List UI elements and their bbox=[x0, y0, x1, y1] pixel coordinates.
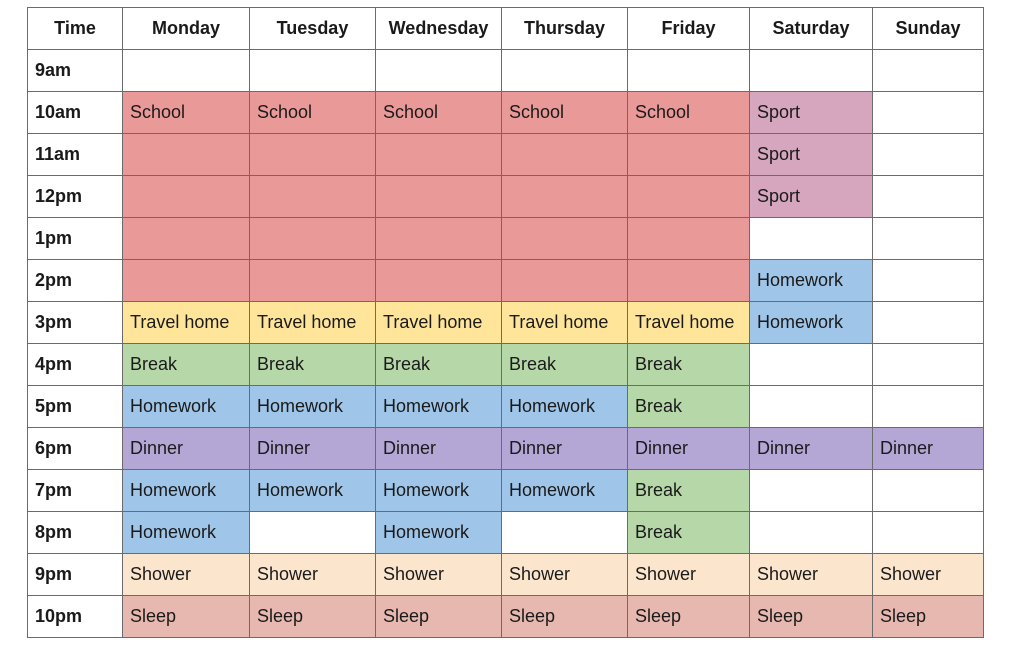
schedule-cell-saturday bbox=[750, 218, 873, 260]
header-saturday: Saturday bbox=[750, 8, 873, 50]
schedule-cell-wednesday: Shower bbox=[376, 554, 502, 596]
schedule-cell-thursday: Break bbox=[502, 344, 628, 386]
table-row bbox=[28, 92, 984, 134]
schedule-cell-saturday bbox=[750, 50, 873, 92]
schedule-cell-friday: Break bbox=[628, 470, 750, 512]
schedule-cell-monday: Dinner bbox=[123, 428, 250, 470]
schedule-cell-tuesday bbox=[250, 134, 376, 176]
schedule-cell-sunday bbox=[873, 50, 984, 92]
time-cell: 2pm bbox=[28, 260, 123, 302]
table-row bbox=[28, 50, 984, 92]
schedule-cell-sunday bbox=[873, 344, 984, 386]
table-body bbox=[28, 50, 984, 638]
schedule-cell-saturday: Shower bbox=[750, 554, 873, 596]
time-cell: 3pm bbox=[28, 302, 123, 344]
schedule-cell-sunday: Dinner bbox=[873, 428, 984, 470]
table-row bbox=[28, 512, 984, 554]
schedule-cell-saturday: Sport bbox=[750, 176, 873, 218]
schedule-cell-wednesday: Homework bbox=[376, 512, 502, 554]
schedule-cell-friday: School bbox=[628, 92, 750, 134]
schedule-cell-thursday: Homework bbox=[502, 470, 628, 512]
header-tuesday: Tuesday bbox=[250, 8, 376, 50]
schedule-cell-friday bbox=[628, 260, 750, 302]
table-row bbox=[28, 428, 984, 470]
header-time: Time bbox=[28, 8, 123, 50]
schedule-cell-saturday bbox=[750, 512, 873, 554]
schedule-cell-sunday bbox=[873, 92, 984, 134]
time-cell: 9pm bbox=[28, 554, 123, 596]
weekly-schedule-table bbox=[27, 7, 984, 638]
table-row bbox=[28, 176, 984, 218]
header-friday: Friday bbox=[628, 8, 750, 50]
schedule-cell-sunday bbox=[873, 470, 984, 512]
header-thursday: Thursday bbox=[502, 8, 628, 50]
time-cell: 5pm bbox=[28, 386, 123, 428]
table-row bbox=[28, 554, 984, 596]
table-row bbox=[28, 134, 984, 176]
schedule-cell-saturday bbox=[750, 344, 873, 386]
schedule-cell-monday: Homework bbox=[123, 512, 250, 554]
schedule-cell-saturday bbox=[750, 386, 873, 428]
schedule-cell-monday bbox=[123, 134, 250, 176]
schedule-cell-monday: Sleep bbox=[123, 596, 250, 638]
schedule-cell-wednesday: Dinner bbox=[376, 428, 502, 470]
schedule-cell-wednesday bbox=[376, 176, 502, 218]
schedule-cell-monday: Homework bbox=[123, 386, 250, 428]
schedule-cell-saturday: Homework bbox=[750, 302, 873, 344]
table-row bbox=[28, 344, 984, 386]
schedule-cell-thursday: Homework bbox=[502, 386, 628, 428]
schedule-cell-friday: Dinner bbox=[628, 428, 750, 470]
schedule-cell-tuesday: Shower bbox=[250, 554, 376, 596]
header-monday: Monday bbox=[123, 8, 250, 50]
schedule-cell-wednesday bbox=[376, 218, 502, 260]
table-row bbox=[28, 302, 984, 344]
schedule-cell-sunday bbox=[873, 512, 984, 554]
header-wednesday: Wednesday bbox=[376, 8, 502, 50]
schedule-cell-sunday: Shower bbox=[873, 554, 984, 596]
time-cell: 1pm bbox=[28, 218, 123, 260]
schedule-cell-tuesday: Sleep bbox=[250, 596, 376, 638]
schedule-cell-wednesday bbox=[376, 134, 502, 176]
schedule-cell-thursday bbox=[502, 218, 628, 260]
schedule-cell-tuesday: Travel home bbox=[250, 302, 376, 344]
schedule-cell-thursday bbox=[502, 176, 628, 218]
schedule-cell-monday: Travel home bbox=[123, 302, 250, 344]
schedule-cell-tuesday bbox=[250, 512, 376, 554]
schedule-cell-monday bbox=[123, 260, 250, 302]
time-cell: 10am bbox=[28, 92, 123, 134]
schedule-cell-thursday: Shower bbox=[502, 554, 628, 596]
schedule-cell-wednesday: Travel home bbox=[376, 302, 502, 344]
schedule-cell-monday: Shower bbox=[123, 554, 250, 596]
schedule-cell-friday: Shower bbox=[628, 554, 750, 596]
table-row bbox=[28, 596, 984, 638]
schedule-cell-saturday: Sport bbox=[750, 134, 873, 176]
time-cell: 9am bbox=[28, 50, 123, 92]
schedule-cell-monday bbox=[123, 50, 250, 92]
time-cell: 10pm bbox=[28, 596, 123, 638]
table-row bbox=[28, 386, 984, 428]
schedule-cell-tuesday: Dinner bbox=[250, 428, 376, 470]
schedule-cell-wednesday bbox=[376, 260, 502, 302]
schedule-cell-wednesday: School bbox=[376, 92, 502, 134]
schedule-cell-tuesday: Homework bbox=[250, 470, 376, 512]
schedule-cell-tuesday bbox=[250, 218, 376, 260]
schedule-cell-monday bbox=[123, 176, 250, 218]
schedule-cell-sunday bbox=[873, 386, 984, 428]
schedule-cell-tuesday: School bbox=[250, 92, 376, 134]
schedule-cell-wednesday: Break bbox=[376, 344, 502, 386]
time-cell: 8pm bbox=[28, 512, 123, 554]
schedule-cell-thursday: Travel home bbox=[502, 302, 628, 344]
schedule-cell-monday: Homework bbox=[123, 470, 250, 512]
schedule-cell-sunday bbox=[873, 176, 984, 218]
table-header bbox=[28, 8, 984, 50]
table-row bbox=[28, 260, 984, 302]
schedule-cell-saturday bbox=[750, 470, 873, 512]
schedule-cell-wednesday: Sleep bbox=[376, 596, 502, 638]
header-sunday: Sunday bbox=[873, 8, 984, 50]
schedule-cell-sunday bbox=[873, 302, 984, 344]
schedule-cell-tuesday bbox=[250, 260, 376, 302]
schedule-cell-tuesday: Break bbox=[250, 344, 376, 386]
schedule-cell-thursday bbox=[502, 134, 628, 176]
schedule-cell-thursday: Sleep bbox=[502, 596, 628, 638]
time-cell: 4pm bbox=[28, 344, 123, 386]
schedule-cell-friday: Break bbox=[628, 344, 750, 386]
schedule-cell-wednesday: Homework bbox=[376, 470, 502, 512]
schedule-cell-friday bbox=[628, 134, 750, 176]
schedule-cell-friday: Break bbox=[628, 386, 750, 428]
schedule-cell-tuesday bbox=[250, 50, 376, 92]
schedule-cell-friday: Sleep bbox=[628, 596, 750, 638]
time-cell: 7pm bbox=[28, 470, 123, 512]
schedule-cell-friday bbox=[628, 176, 750, 218]
schedule-cell-thursday bbox=[502, 512, 628, 554]
schedule-cell-friday: Break bbox=[628, 512, 750, 554]
schedule-cell-tuesday: Homework bbox=[250, 386, 376, 428]
schedule-cell-thursday: School bbox=[502, 92, 628, 134]
schedule-cell-monday: School bbox=[123, 92, 250, 134]
schedule-cell-monday: Break bbox=[123, 344, 250, 386]
schedule-cell-monday bbox=[123, 218, 250, 260]
schedule-cell-saturday: Sleep bbox=[750, 596, 873, 638]
time-cell: 6pm bbox=[28, 428, 123, 470]
schedule-cell-friday bbox=[628, 218, 750, 260]
header-row bbox=[28, 8, 984, 50]
schedule-cell-tuesday bbox=[250, 176, 376, 218]
schedule-cell-wednesday bbox=[376, 50, 502, 92]
schedule-cell-saturday: Sport bbox=[750, 92, 873, 134]
time-cell: 12pm bbox=[28, 176, 123, 218]
table-row bbox=[28, 470, 984, 512]
schedule-cell-wednesday: Homework bbox=[376, 386, 502, 428]
schedule-cell-thursday bbox=[502, 50, 628, 92]
schedule-cell-sunday bbox=[873, 260, 984, 302]
schedule-cell-sunday bbox=[873, 134, 984, 176]
schedule-cell-sunday: Sleep bbox=[873, 596, 984, 638]
time-cell: 11am bbox=[28, 134, 123, 176]
schedule-cell-thursday: Dinner bbox=[502, 428, 628, 470]
schedule-cell-saturday: Homework bbox=[750, 260, 873, 302]
table-row bbox=[28, 218, 984, 260]
schedule-cell-sunday bbox=[873, 218, 984, 260]
schedule-cell-friday: Travel home bbox=[628, 302, 750, 344]
schedule-cell-friday bbox=[628, 50, 750, 92]
schedule-cell-thursday bbox=[502, 260, 628, 302]
schedule-cell-saturday: Dinner bbox=[750, 428, 873, 470]
